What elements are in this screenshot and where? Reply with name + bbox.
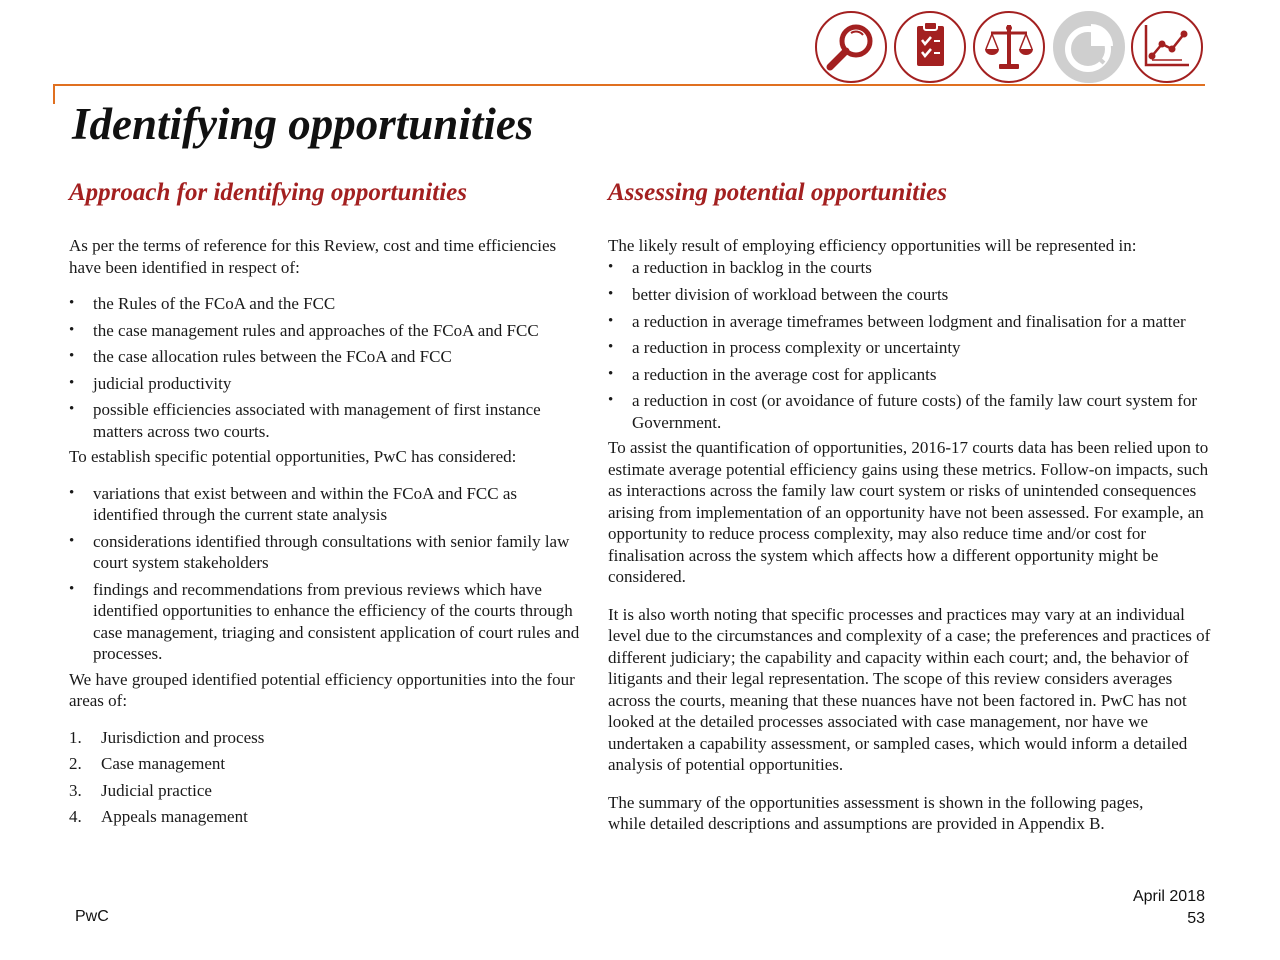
list-item: • a reduction in process complexity or uncertainty [608,337,1218,359]
page-title: Identifying opportunities [72,99,534,149]
header-icon-row [815,11,1210,87]
list-item: • better division of workload between the courts [608,284,1218,306]
left-column [69,176,584,833]
left-para-considered: To establish specific potential opportunities, PwC has considered: [69,447,517,466]
list-text: Case management [101,754,226,773]
opportunity-areas-list [69,727,584,828]
list-item: • variations that exist between and within the FCoA and FCC as identified through the current state analysis [69,483,584,526]
right-para-summary: The summary of the opportunities assessment is shown in the following pages, while detailed descriptions and assumptions are provided in Appendix B. [608,792,1144,833]
list-item [69,727,584,749]
list-number: 4. [69,807,82,826]
right-para-quantification: To assist the quantification of opportunities, 2016-17 courts data has been relied upon to estimate average potential efficiency gains using these metrics. Follow-on impacts, such as interactions across the family law court system or risks of unintended consequences arising from implementation of an opportunity have not been assessed. For example, an opportunity to reduce process complexity, may also reduce time and/or cost for finalisation across the system which affects how a different opportunity might be considered. [608,438,1209,586]
header-rule-tick [53,84,55,104]
list-item: • findings and recommendations from previous reviews which have identified opportunities to enhance the efficiency of the courts through case management, triaging and consistent application of court rules and processes. [69,579,584,665]
footer-brand: PwC [75,908,109,925]
list-item: • the Rules of the FCoA and the FCC [69,293,584,315]
list-item: • possible efficiencies associated with management of first instance matters across two courts. [69,399,584,442]
left-para-grouped: We have grouped identified potential efficiency opportunities into the four areas of: [69,669,575,710]
list-item: • the case management rules and approaches of the FCoA and FCC [69,320,584,342]
right-intro: The likely result of employing efficiency opportunities will be represented in: [608,236,1137,255]
terms-of-reference-list [69,293,584,442]
magnifier-icon [815,11,887,83]
list-number: 3. [69,780,82,800]
list-number: 1. [69,727,82,747]
list-text: Jurisdiction and process [101,727,265,747]
list-item: • considerations identified through consultations with senior family law court system stakeholders [69,531,584,574]
page-number: 53 [1187,910,1205,927]
considerations-list [69,483,584,665]
list-item [69,780,584,802]
list-item [69,806,584,828]
line-graph-icon [1131,11,1203,83]
right-para-nuances: It is also worth noting that specific processes and practices may vary at an individual level due to the circumstances and complexity of a case; the preferences and practices of different judiciary; the capability and capacity within each court; and, the behavior of litigants and their legal representation. The scope of this review considers averages across the courts, meaning that these nuances have not been factored in. PwC has not looked at the detailed processes associated with case management, nor have we undertaken a capability assessment, or sampled cases, which would inform a detailed analysis of potential opportunities. [608,604,1211,774]
list-item: • judicial productivity [69,373,584,395]
left-intro: As per the terms of reference for this Review, cost and time efficiencies have been identified in respect of: [69,236,557,277]
scales-of-justice-icon [973,11,1045,83]
right-column [608,176,1218,835]
right-section-heading: Assessing potential opportunities [608,179,947,206]
list-item: • a reduction in backlog in the courts [608,257,1218,279]
list-item: • a reduction in cost (or avoidance of future costs) of the family law court system for Government. [608,390,1218,433]
footer-meta [1133,886,1205,930]
footer-date: April 2018 [1132,888,1205,905]
left-section-heading: Approach for identifying opportunities [69,179,467,206]
list-item [69,753,584,775]
likely-results-list [608,257,1218,434]
list-item: • a reduction in the average cost for applicants [608,364,1218,386]
clipboard-checklist-icon [894,11,966,83]
list-text: Judicial practice [101,780,212,800]
header-rule [53,84,1205,86]
pie-chart-icon [1053,11,1125,83]
list-item: • the case allocation rules between the FCoA and FCC [69,346,584,368]
list-text: Appeals management [101,807,248,826]
list-item: • a reduction in average timeframes between lodgment and finalisation for a matter [608,311,1218,333]
list-number: 2. [69,754,82,773]
